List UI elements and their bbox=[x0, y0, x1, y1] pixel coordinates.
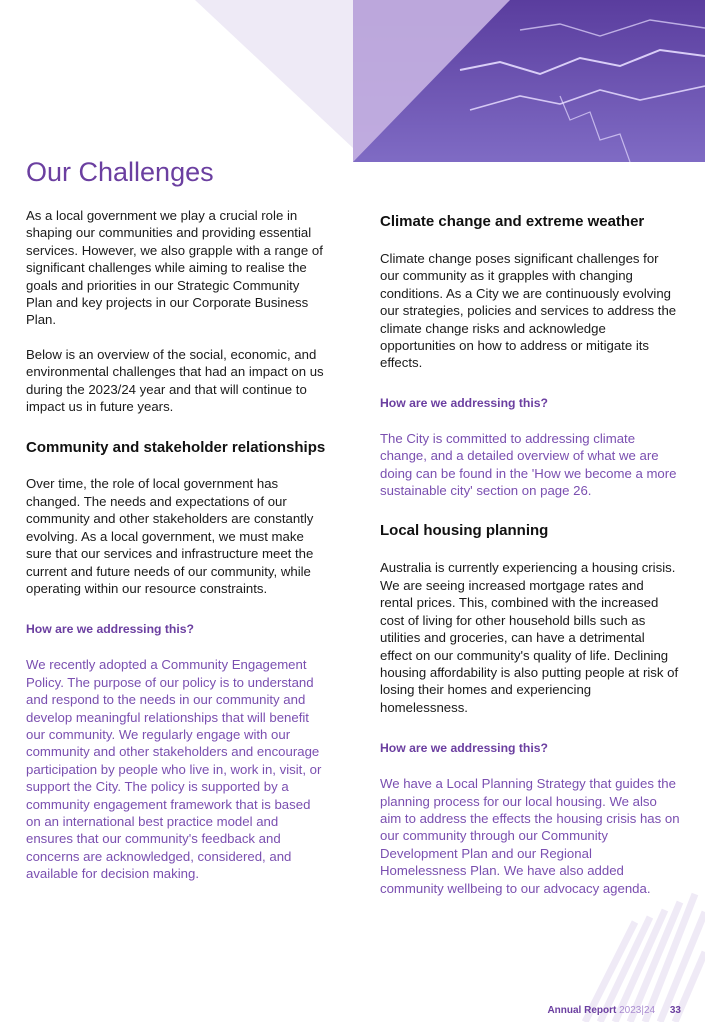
climate-body: Climate change poses significant challenges for our community as it grapples with changing conditions. As a City we are continuously evolving our strategies, policies and services to address the climate change risks and acknowledge opportunities on how to address or mitigate its effects. bbox=[380, 251, 677, 371]
community-subheading: How are we addressing this? bbox=[26, 622, 194, 637]
corner-decoration bbox=[575, 882, 705, 1022]
header-decoration bbox=[0, 0, 705, 162]
community-response: We recently adopted a Community Engagement Policy. The purpose of our policy is to understand and respond to the needs in our community and develop meaningful relationships that will benefit our community. We regularly engage with our community and other stakeholders and encourage participation by people who live in, work in, visit, or support the City. The policy is supported by a community engagement framework that is based on an international best practice model and ensures that our community's feedback and concerns are acknowledged, considered, and available for decision making. bbox=[26, 657, 322, 882]
footer-year: 2023|24 bbox=[619, 1005, 656, 1016]
housing-heading: Local housing planning bbox=[380, 522, 549, 540]
intro-paragraph-1: As a local government we play a crucial role in shaping our communities and providing essential services. However, we also grapple with a range of significant challenges while aiming to realise the goals and priorities in our Strategic Community Plan and key projects in our Corporate Business Plan. bbox=[26, 208, 323, 328]
left-column bbox=[26, 207, 326, 883]
right-column bbox=[380, 212, 680, 897]
community-heading: Community and stakeholder relationships bbox=[26, 439, 326, 457]
climate-heading: Climate change and extreme weather bbox=[380, 213, 645, 230]
footer-report-label: Annual Report bbox=[547, 1005, 617, 1016]
intro-paragraph-2: Below is an overview of the social, economic, and environmental challenges that had an impact on us during the 2023/24 year and that will continue to impact us in future years. bbox=[26, 346, 324, 415]
climate-response: The City is committed to addressing climate change, and a detailed overview of what we are doing can be found in the 'How we become a more sustainable city' section on page 26. bbox=[380, 430, 677, 499]
housing-subheading: How are we addressing this? bbox=[380, 741, 548, 756]
housing-response: We have a Local Planning Strategy that guides the planning process for our local housing. We also aim to address the effects the housing crisis has on our community through our Community Development Plan and our Regional Homelessness Plan. We have also added community wellbeing to our advocacy agenda. bbox=[380, 776, 680, 896]
climate-subheading: How are we addressing this? bbox=[380, 395, 548, 410]
housing-body: Australia is currently experiencing a housing crisis. We are seeing increased mortgage rates and rental prices. This, combined with the increased cost of living for other household bills such as utilities and groceries, can have a detrimental effect on our community's quality of life. Declining housing affordability is also putting people at risk of losing their homes and experiencing homelessness. bbox=[380, 560, 679, 715]
page-number: 33 bbox=[669, 1005, 681, 1016]
page-title: Our Challenges bbox=[26, 157, 214, 187]
community-body: Over time, the role of local government has changed. The needs and expectations of our community and other stakeholders are constantly evolving. As a local government, we must make sure that our services and infrastructure meet the current and future needs of our community, while operating within our resource constraints. bbox=[26, 476, 314, 596]
page-footer bbox=[547, 1005, 681, 1016]
